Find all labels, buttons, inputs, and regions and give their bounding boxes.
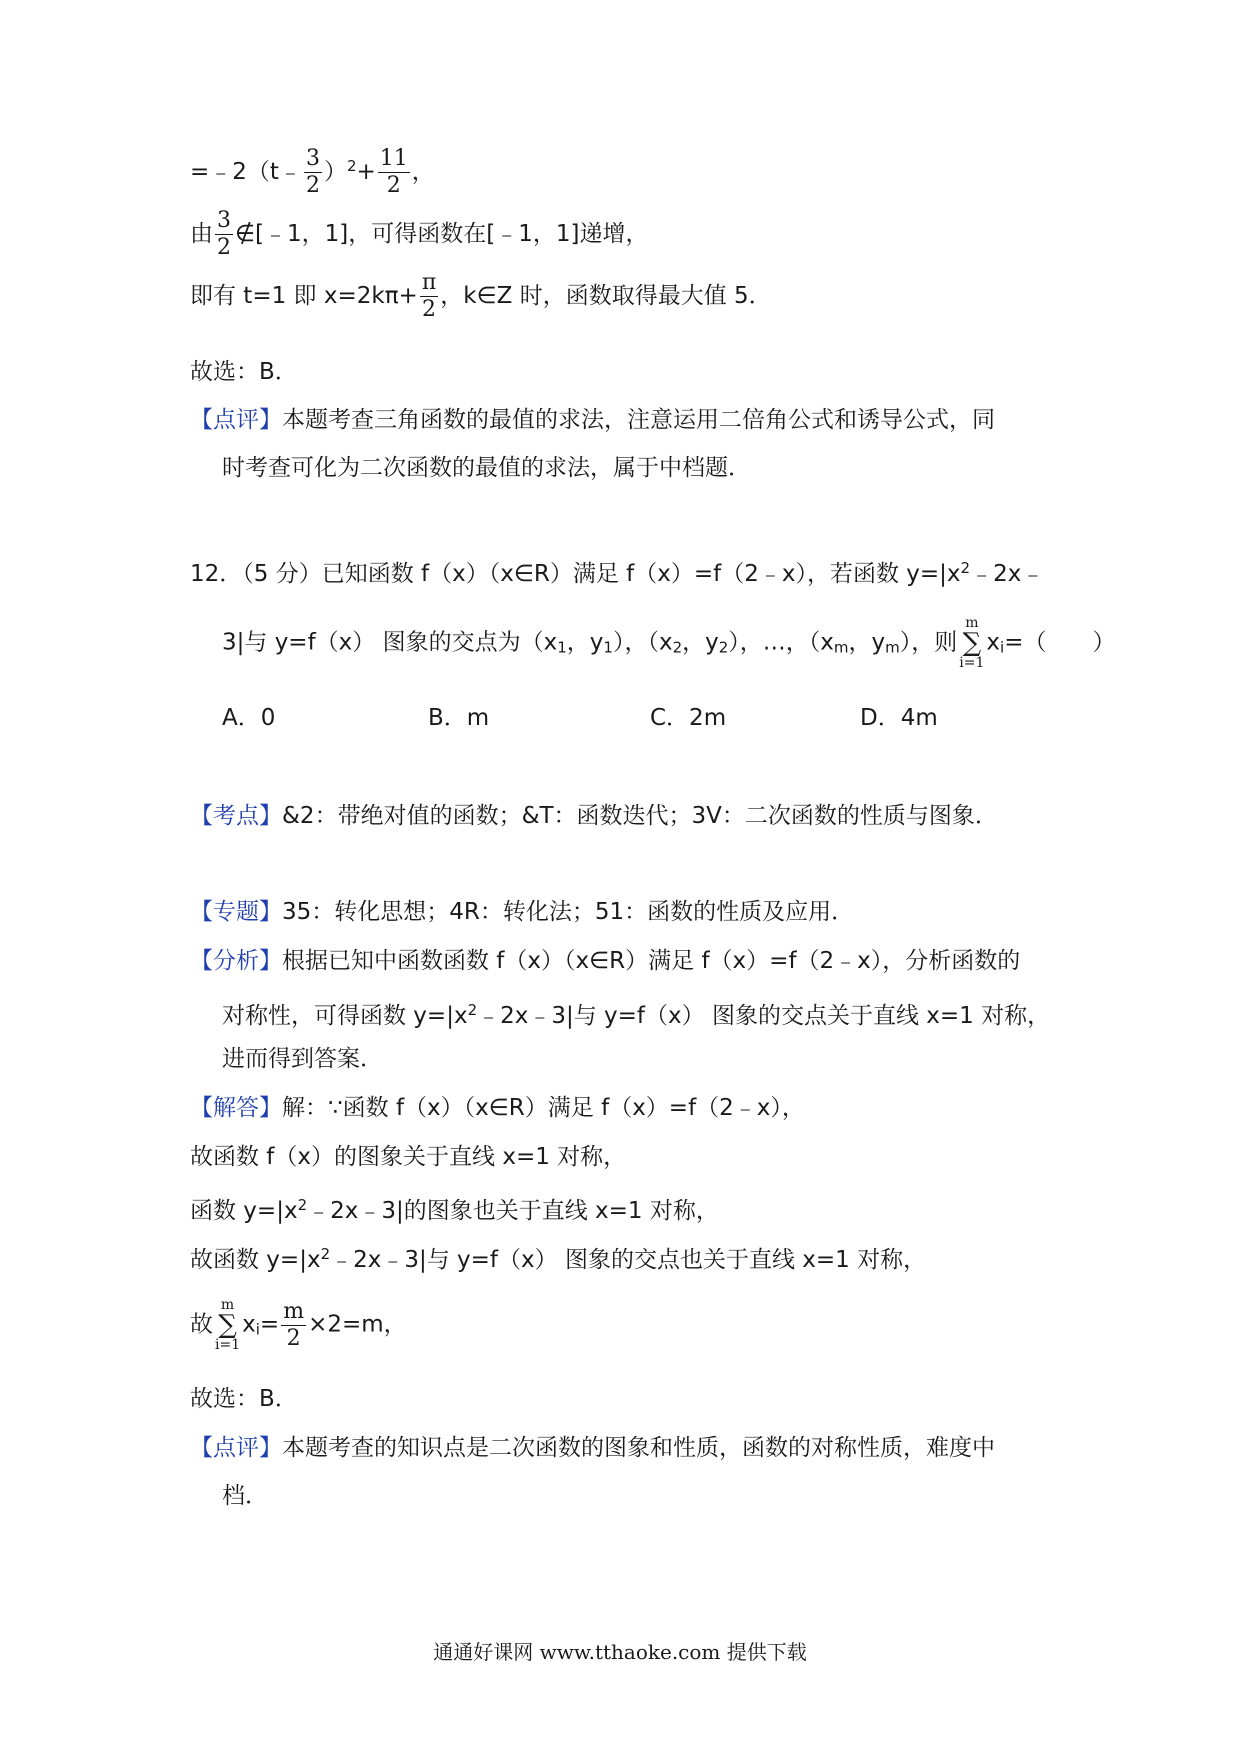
equation-line	[190, 208, 648, 261]
jieda-tag: 【解答】	[190, 1095, 282, 1121]
sum-upper: m	[965, 615, 979, 631]
text: ﹣2x﹣	[970, 561, 1045, 587]
denominator: 2	[386, 173, 401, 198]
text: 本题考查三角函数的最值的求法，注意运用二倍角公式和诱导公式，同	[282, 407, 995, 433]
text: 故函数 y=|x	[190, 1247, 321, 1273]
text: x	[242, 1311, 256, 1338]
choice-d: D．4m	[860, 705, 938, 731]
numerator: π	[421, 270, 437, 295]
superscript: 2	[960, 559, 971, 577]
text: ﹣2x﹣3|与 y=f（x） 图象的交点关于直线 x=1 对称，	[477, 1003, 1051, 1029]
text: x	[986, 629, 1001, 656]
text: 本题考查的知识点是二次函数的图象和性质，函数的对称性质，难度中	[282, 1435, 995, 1461]
superscript: 2	[467, 1001, 478, 1019]
subscript: m	[885, 638, 900, 657]
numerator: 11	[379, 146, 408, 171]
text: 对称性，可得函数 y=|x	[222, 1003, 468, 1029]
text: ×2=m，	[308, 1311, 407, 1338]
jieda-line	[190, 1092, 805, 1124]
sum-symbol: ∑	[218, 1310, 237, 1340]
fenxi-line	[190, 945, 1020, 977]
jieda-line	[190, 1298, 407, 1352]
text: ，y	[682, 629, 719, 656]
summation	[215, 1298, 240, 1352]
page-footer: 通通好课网 www.tthaoke.com 提供下载	[433, 1640, 807, 1664]
sum-lower: i=1	[215, 1337, 241, 1353]
kaodian-tag: 【考点】	[190, 803, 282, 829]
choice-c: C．2m	[650, 705, 727, 731]
jieda-line	[190, 1238, 926, 1276]
superscript: 2	[297, 1196, 308, 1214]
text: ，y	[566, 629, 604, 656]
denominator: 2	[305, 173, 320, 198]
superscript: 2	[320, 1245, 331, 1263]
text: ，y	[848, 629, 886, 656]
text: 3|与 y=f（x） 图象的交点为（x	[222, 629, 558, 656]
fraction	[420, 270, 438, 323]
fenxi-tag: 【分析】	[190, 948, 282, 974]
review-line: 档．	[222, 1483, 268, 1509]
fraction	[304, 146, 322, 199]
text: 35：转化思想；4R：转化法；51：函数的性质及应用．	[282, 899, 855, 925]
text: ﹣2x﹣3|的图象也关于直线 x=1 对称，	[307, 1198, 719, 1224]
subscript: m	[833, 638, 849, 657]
answer-line: 故选：B．	[190, 359, 298, 385]
text: ，k∈Z 时，函数取得最大值 5．	[440, 283, 772, 309]
review-tag: 【点评】	[190, 1435, 282, 1461]
text: 故	[190, 1311, 213, 1338]
equation-line	[190, 146, 435, 199]
sum-lower: i=1	[959, 655, 985, 671]
summation	[959, 616, 984, 670]
text: =（ ）	[1004, 629, 1116, 656]
review-tag: 【点评】	[190, 407, 282, 433]
denominator: 2	[422, 297, 437, 322]
text: ），（x	[612, 629, 673, 656]
numerator: m	[283, 1298, 305, 1324]
text: ，	[411, 159, 435, 185]
review-line	[190, 404, 995, 436]
fraction	[215, 208, 233, 261]
fraction	[378, 146, 410, 199]
kaodian-line	[190, 800, 998, 832]
text: ），…，（x	[728, 629, 834, 656]
subscript: 1	[603, 638, 613, 657]
subscript: 2	[718, 638, 729, 657]
zhuanti-line	[190, 896, 854, 928]
text: =	[259, 1311, 280, 1338]
review-line: 时考查可化为二次函数的最值的求法，属于中档题．	[222, 455, 751, 481]
fenxi-line	[222, 994, 1050, 1032]
text: ）	[323, 159, 347, 185]
numerator: 3	[305, 146, 320, 171]
text: &2：带绝对值的函数；&T：函数迭代；3V：二次函数的性质与图象．	[282, 803, 998, 829]
jieda-line	[190, 1189, 719, 1227]
text: 12．（5 分）已知函数 f（x）（x∈R）满足 f（x）=f（2﹣x），若函数 y=|x	[190, 561, 961, 587]
review-line	[190, 1432, 995, 1464]
text: 由	[190, 221, 213, 247]
text: ﹣2x﹣3|与 y=f（x） 图象的交点也关于直线 x=1 对称，	[330, 1247, 927, 1273]
superscript: 2	[346, 157, 357, 175]
subscript: 1	[557, 638, 567, 657]
subscript: i	[255, 1320, 260, 1339]
subscript: i	[1000, 638, 1005, 657]
denominator: 2	[286, 1325, 301, 1351]
fraction	[281, 1299, 306, 1352]
text: 函数 y=|x	[190, 1198, 298, 1224]
denominator: 2	[217, 235, 231, 260]
text: 根据已知中函数函数 f（x）（x∈R）满足 f（x）=f（2﹣x），分析函数的	[282, 948, 1021, 974]
fenxi-line: 进而得到答案．	[222, 1046, 383, 1072]
sum-symbol: ∑	[962, 628, 982, 658]
answer-line: 故选：B．	[190, 1386, 298, 1412]
choice-a: A．0	[222, 705, 276, 731]
text: =﹣2（t﹣	[190, 159, 302, 185]
subscript: 2	[672, 638, 683, 657]
text: +	[356, 159, 376, 185]
numerator: 3	[217, 208, 231, 233]
question-line	[222, 616, 1115, 670]
text: 即有 t=1 即 x=2kπ+	[190, 283, 418, 309]
sum-upper: m	[220, 1297, 235, 1313]
question-line	[190, 552, 1044, 590]
text: ∉[﹣1，1]，可得函数在[﹣1，1]递增，	[235, 221, 649, 247]
text: 解：∵函数 f（x）（x∈R）满足 f（x）=f（2﹣x），	[282, 1095, 805, 1121]
equation-line	[190, 270, 772, 323]
choice-b: B．m	[428, 705, 490, 731]
jieda-line: 故函数 f（x）的图象关于直线 x=1 对称，	[190, 1144, 627, 1170]
text: ），则	[899, 629, 958, 656]
zhuanti-tag: 【专题】	[190, 899, 282, 925]
